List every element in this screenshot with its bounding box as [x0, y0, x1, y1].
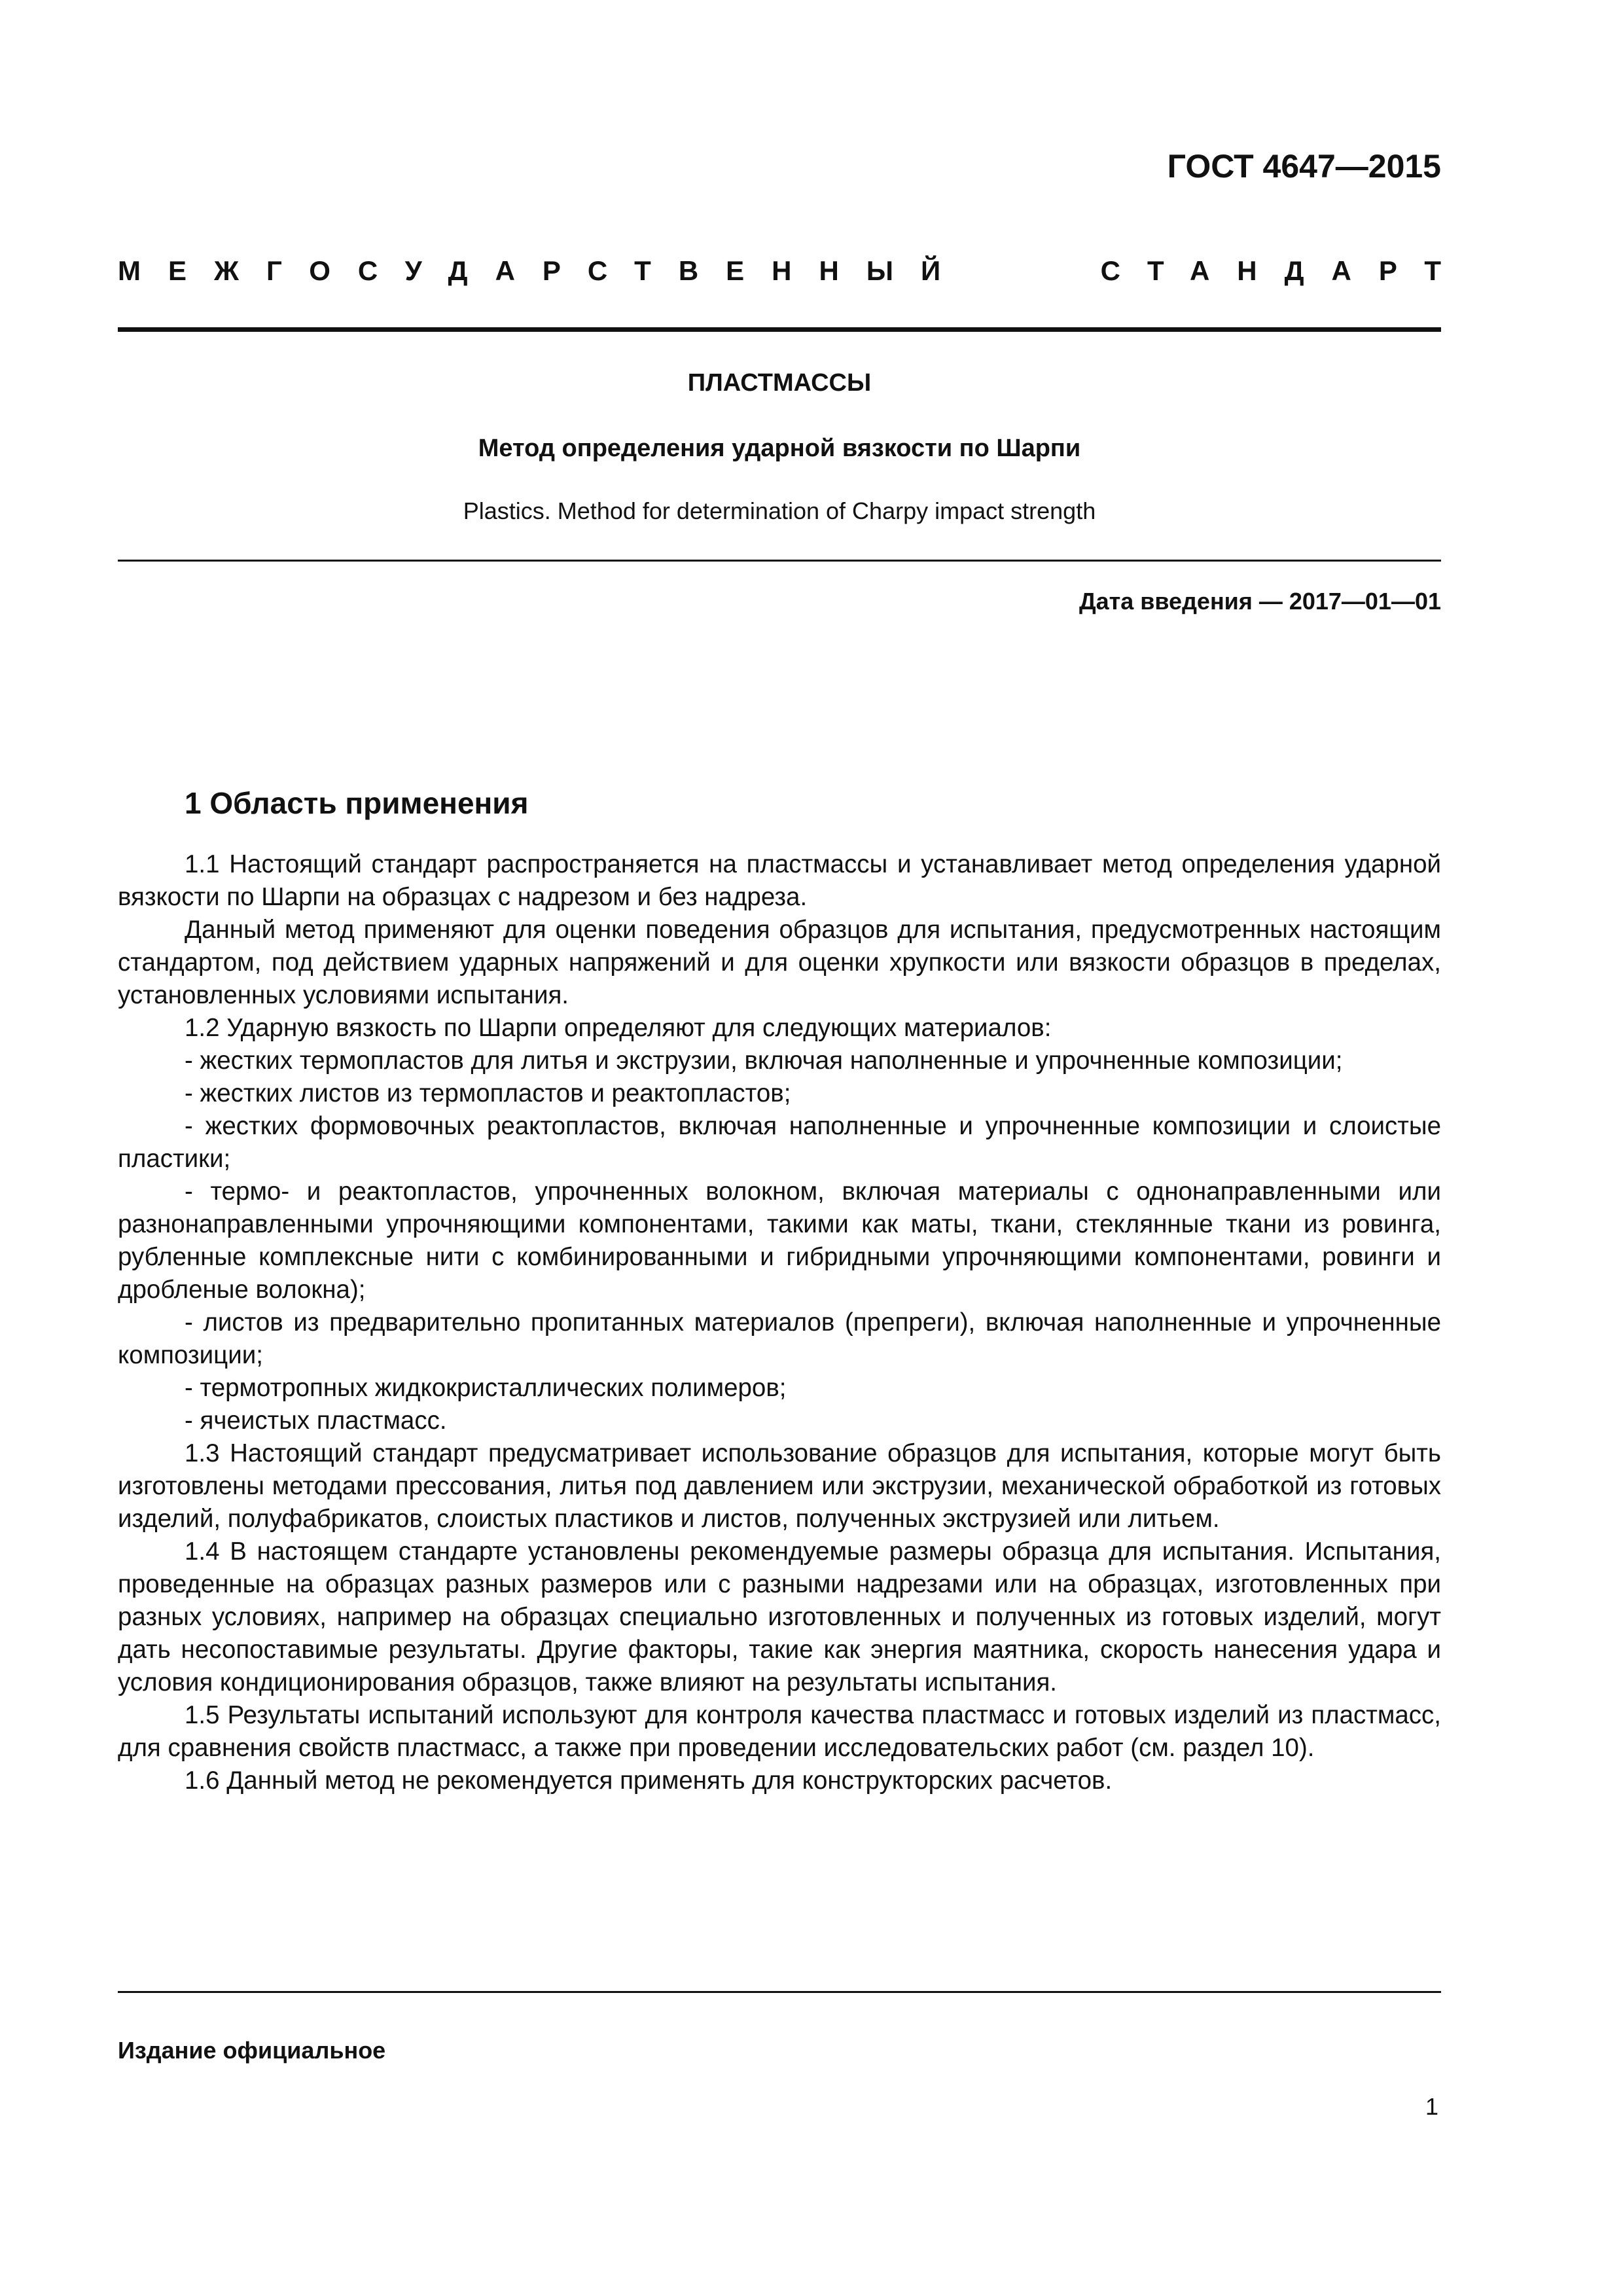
document-title-english: Plastics. Method for determination of Charpy impact strength — [463, 497, 1096, 524]
section-body — [118, 848, 1441, 1797]
page-number: 1 — [1425, 2093, 1438, 2120]
paragraph-1-5: 1.5 Результаты испытаний используют для контроля качества пластмасс и готовых изделий из пластмасс, для сравнения свойств пластмасс, а также при проведении исследовательских работ (см. раздел 10). — [118, 1701, 1441, 1762]
paragraph-1-6: 1.6 Данный метод не рекомендуется применять для конструкторских расчетов. — [185, 1767, 1113, 1795]
interstate-word: МЕЖГОСУДАРСТВЕННЫЙ — [118, 255, 969, 286]
list-item: - термотропных жидкокристаллических полимеров; — [185, 1374, 787, 1402]
edition-label: Издание официальное — [118, 2037, 386, 2064]
list-item: - жестких листов из термопластов и реактопластов; — [185, 1079, 791, 1107]
paragraph-1-4: 1.4 В настоящем стандарте установлены рекомендуемые размеры образца для испытания. Испытания, проведенные на образцах разных размеров или с разными надрезами или на образцах, изготовленных при разных условиях, например на образцах специально изготовленных и полученных из готовых изделий, могут дать несопоставимые результаты. Другие факторы, такие как энергия маятника, скорость нанесения удара и условия кондиционирования образцов, также влияют на результаты испытания. — [118, 1537, 1441, 1696]
document-subtitle: Метод определения ударной вязкости по Шарпи — [478, 435, 1081, 462]
title-divider — [118, 560, 1441, 562]
document-title: ПЛАСТМАССЫ — [687, 369, 872, 397]
introduction-date: Дата введения — 2017—01—01 — [1079, 588, 1441, 615]
list-item: - ячеистых пластмасс. — [185, 1407, 447, 1435]
footer-divider — [118, 1991, 1441, 1993]
list-item: - термо- и реактопластов, упрочненных волокном, включая материалы с однонаправленными или разнонаправленными упрочняющими компонентами, такими как маты, ткани, стеклянные ткани из ровинга, рубленные комплексные нити с комбинированными и гибридными упрочняющими компонентами, ровинги и дробленые волокна); — [118, 1177, 1441, 1304]
section-heading: 1 Область применения — [185, 786, 529, 820]
paragraph-1-1: 1.1 Настоящий стандарт распространяется на пластмассы и устанавливает метод определения ударной вязкости по Шарпи на образцах с надрезом и без надреза. — [118, 850, 1441, 911]
document-code: ГОСТ 4647—2015 — [1167, 148, 1441, 185]
list-item: - жестких формовочных реактопластов, включая наполненные и упрочненные композиции и слоистые пластики; — [118, 1112, 1441, 1173]
header-divider — [118, 327, 1441, 332]
interstate-standard-banner — [118, 255, 1469, 287]
standard-word: СТАНДАРТ — [1100, 255, 1469, 286]
list-item: - жестких термопластов для литья и экструзии, включая наполненные и упрочненные композиции; — [185, 1047, 1343, 1075]
paragraph-1-3: 1.3 Настоящий стандарт предусматривает использование образцов для испытания, которые могут быть изготовлены методами прессования, литья под давлением или экструзии, механической обработкой из готовых изделий, полуфабрикатов, слоистых пластиков и листов, полученных экструзией или литьем. — [118, 1439, 1441, 1533]
list-item: - листов из предварительно пропитанных материалов (препреги), включая наполненные и упрочненные композиции; — [118, 1308, 1441, 1369]
paragraph-1-1-continued: Данный метод применяют для оценки поведения образцов для испытания, предусмотренных настоящим стандартом, под действием ударных напряжений и для оценки хрупкости или вязкости образцов в пределах, установленных условиями испытания. — [118, 916, 1441, 1009]
paragraph-1-2: 1.2 Ударную вязкость по Шарпи определяют для следующих материалов: — [185, 1014, 1052, 1042]
